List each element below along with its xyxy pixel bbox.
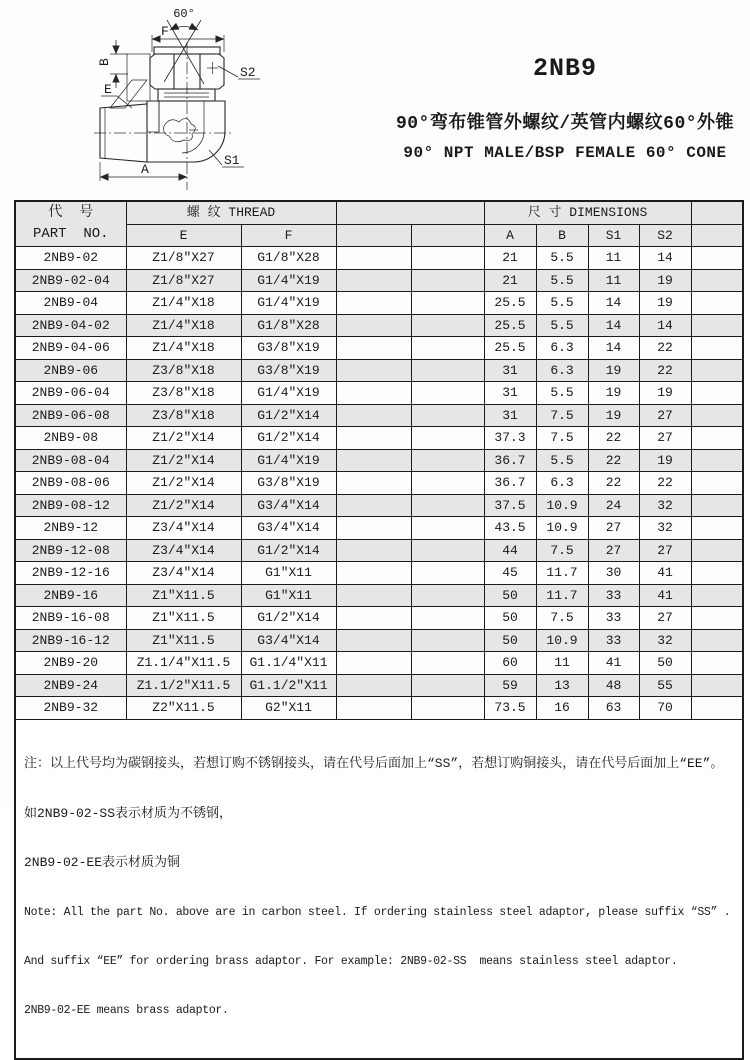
table-row (15, 562, 743, 585)
table-cell: 2NB9-24 (15, 674, 126, 697)
table-cell: 19 (639, 449, 691, 472)
table-cell: Z1/4″X18 (126, 292, 241, 315)
table-cell (411, 314, 484, 337)
table-row (15, 359, 743, 382)
table-cell: 33 (588, 584, 639, 607)
table-cell: 70 (639, 697, 691, 720)
dim-label-s2: S2 (240, 65, 256, 80)
table-cell (411, 269, 484, 292)
table-cell: 25.5 (484, 314, 536, 337)
table-cell (336, 292, 411, 315)
inner-bend-arc (182, 131, 204, 153)
dim-label-b: B (97, 58, 112, 66)
table-cell: 14 (639, 247, 691, 270)
table-cell: 36.7 (484, 449, 536, 472)
table-cell: G1/2″X14 (241, 539, 336, 562)
table-cell: Z1.1/4″X11.5 (126, 652, 241, 675)
table-cell: 22 (588, 427, 639, 450)
dim-label-s1: S1 (224, 153, 240, 168)
table-cell (691, 292, 743, 315)
table-cell (411, 517, 484, 540)
table-cell (691, 247, 743, 270)
page-title: 2NB9 (532, 54, 597, 83)
table-cell: 2NB9-02-04 (15, 269, 126, 292)
table-cell: 2NB9-12-16 (15, 562, 126, 585)
table-cell (691, 494, 743, 517)
table-cell: Z1/2″X14 (126, 449, 241, 472)
table-cell: G1″X11 (241, 584, 336, 607)
table-cell: 25.5 (484, 292, 536, 315)
table-header (15, 201, 743, 247)
table-cell (336, 494, 411, 517)
table-cell: Z3/4″X14 (126, 539, 241, 562)
table-row (15, 449, 743, 472)
table-cell: 27 (639, 607, 691, 630)
table-cell (691, 404, 743, 427)
table-cell: 10.9 (536, 629, 588, 652)
table-cell: 14 (588, 337, 639, 360)
table-cell (336, 337, 411, 360)
table-cell (411, 247, 484, 270)
table-cell: 60 (484, 652, 536, 675)
table-cell: 59 (484, 674, 536, 697)
header-blank-right (691, 201, 743, 224)
table-cell: 2NB9-08 (15, 427, 126, 450)
table-cell: G3/4″X14 (241, 517, 336, 540)
table-cell (336, 359, 411, 382)
table-cell (411, 607, 484, 630)
table-cell (411, 674, 484, 697)
table-cell: 27 (639, 404, 691, 427)
table-cell: 2NB9-08-06 (15, 472, 126, 495)
header-blank-cell (336, 224, 411, 247)
table-cell (411, 652, 484, 675)
subtitle-chinese: 90°弯布锥管外螺纹/英管内螺纹60°外锥 (395, 114, 735, 134)
table-cell: 7.5 (536, 539, 588, 562)
table-cell: 2NB9-12-08 (15, 539, 126, 562)
table-row (15, 539, 743, 562)
top-section (0, 0, 750, 200)
table-cell (411, 539, 484, 562)
table-row (15, 247, 743, 270)
table-cell (336, 517, 411, 540)
table-cell: 10.9 (536, 517, 588, 540)
table-cell: 31 (484, 382, 536, 405)
table-cell (411, 472, 484, 495)
table-cell: 7.5 (536, 607, 588, 630)
table-cell: 22 (639, 472, 691, 495)
table-cell (691, 539, 743, 562)
table-cell: Z1/2″X14 (126, 494, 241, 517)
note-line-en-1: Note: All the part No. above are in carbon steel. If ordering stainless steel adaptor, please suffix “SS” . (24, 905, 731, 919)
notes-row (15, 719, 743, 1059)
table-cell: 19 (588, 382, 639, 405)
table-cell (336, 607, 411, 630)
table-cell: 2NB9-12 (15, 517, 126, 540)
table-cell: Z1″X11.5 (126, 584, 241, 607)
table-cell: 6.3 (536, 472, 588, 495)
table-cell: 48 (588, 674, 639, 697)
table-cell: 27 (588, 517, 639, 540)
table-footer (15, 719, 743, 1059)
table-cell: 11 (536, 652, 588, 675)
table-cell: 22 (588, 472, 639, 495)
table-cell: 2NB9-06-08 (15, 404, 126, 427)
table-cell (336, 629, 411, 652)
note-line-cn-2: 如2NB9-02-SS表示材质为不锈钢， (24, 805, 233, 821)
table-cell: 19 (639, 382, 691, 405)
table-cell: 37.5 (484, 494, 536, 517)
table-cell: 14 (588, 314, 639, 337)
table-cell (411, 292, 484, 315)
table-cell: 41 (639, 562, 691, 585)
parts-table-body (15, 247, 743, 720)
table-cell: 27 (639, 427, 691, 450)
table-cell: G1.1/2″X11 (241, 674, 336, 697)
dim-label-a: A (141, 162, 149, 177)
table-cell: G1/2″X14 (241, 607, 336, 630)
table-cell: 11 (588, 269, 639, 292)
table-cell: 2NB9-04-02 (15, 314, 126, 337)
table-cell (411, 562, 484, 585)
header-thread: 螺 纹 THREAD (126, 201, 336, 224)
table-cell (691, 674, 743, 697)
table-cell (411, 494, 484, 517)
table-cell: 44 (484, 539, 536, 562)
table-cell: 5.5 (536, 314, 588, 337)
table-cell: 2NB9-06 (15, 359, 126, 382)
dim-label-e: E (104, 82, 112, 97)
table-cell: 14 (588, 292, 639, 315)
header-part-no-cn: 代 号 (48, 205, 94, 221)
table-cell: G1/8″X28 (241, 247, 336, 270)
table-cell: 2NB9-16-12 (15, 629, 126, 652)
table-cell (336, 584, 411, 607)
table-cell: 5.5 (536, 292, 588, 315)
table-cell: 22 (588, 449, 639, 472)
table-cell (691, 337, 743, 360)
table-cell: 19 (588, 404, 639, 427)
table-cell (336, 539, 411, 562)
table-row (15, 494, 743, 517)
table-cell (691, 607, 743, 630)
table-cell: Z3/8″X18 (126, 359, 241, 382)
header-col-a: A (484, 224, 536, 247)
table-cell: Z1/2″X14 (126, 472, 241, 495)
note-line-en-3: 2NB9-02-EE means brass adaptor. (24, 1003, 229, 1017)
header-blank-middle (336, 201, 484, 224)
table-row (15, 292, 743, 315)
cone-line-left (164, 20, 201, 82)
table-cell: 22 (639, 337, 691, 360)
table-cell: G3/8″X19 (241, 337, 336, 360)
technical-drawing (52, 4, 347, 199)
table-row (15, 697, 743, 720)
table-cell (336, 404, 411, 427)
table-cell: 2NB9-32 (15, 697, 126, 720)
table-cell: Z1/4″X18 (126, 337, 241, 360)
table-cell: Z1″X11.5 (126, 629, 241, 652)
dim-label-f: F (161, 24, 169, 39)
parts-table (14, 200, 744, 1060)
table-cell (336, 472, 411, 495)
table-cell: G1″X11 (241, 562, 336, 585)
table-cell: 11.7 (536, 562, 588, 585)
table-cell: Z3/8″X18 (126, 404, 241, 427)
table-cell: 11.7 (536, 584, 588, 607)
table-cell: 19 (639, 269, 691, 292)
table-cell (691, 269, 743, 292)
table-cell: 31 (484, 404, 536, 427)
table-cell: Z3/4″X14 (126, 517, 241, 540)
table-cell: 6.3 (536, 359, 588, 382)
table-cell: G1/2″X14 (241, 404, 336, 427)
section-wall (147, 101, 159, 132)
table-row (15, 472, 743, 495)
table-cell (336, 269, 411, 292)
note-line-cn-3: 2NB9-02-EE表示材质为铜 (24, 855, 181, 871)
table-cell: 2NB9-16-08 (15, 607, 126, 630)
subtitle-english: 90° NPT MALE/BSP FEMALE 60° CONE (403, 144, 727, 162)
table-cell (691, 517, 743, 540)
table-cell: 55 (639, 674, 691, 697)
table-cell: 27 (588, 539, 639, 562)
table-row (15, 517, 743, 540)
table-cell: G3/8″X19 (241, 359, 336, 382)
table-row (15, 337, 743, 360)
table-cell: 2NB9-20 (15, 652, 126, 675)
table-row (15, 314, 743, 337)
table-cell (691, 449, 743, 472)
table-cell: 63 (588, 697, 639, 720)
table-cell (336, 697, 411, 720)
table-cell: Z3/4″X14 (126, 562, 241, 585)
table-cell: 5.5 (536, 269, 588, 292)
table-cell: G3/4″X14 (241, 494, 336, 517)
section-band (110, 80, 147, 108)
table-cell: G1/2″X14 (241, 427, 336, 450)
table-cell: G1/4″X19 (241, 449, 336, 472)
table-cell (336, 314, 411, 337)
table-cell (411, 404, 484, 427)
table-cell: Z1/8″X27 (126, 269, 241, 292)
table-row (15, 607, 743, 630)
table-cell: 2NB9-08-04 (15, 449, 126, 472)
table-cell: 2NB9-16 (15, 584, 126, 607)
table-cell: G2″X11 (241, 697, 336, 720)
table-cell: G1.1/4″X11 (241, 652, 336, 675)
table-cell (691, 382, 743, 405)
table-cell (691, 359, 743, 382)
table-row (15, 382, 743, 405)
header-part-no (15, 201, 126, 247)
table-cell: Z1″X11.5 (126, 607, 241, 630)
table-cell: 7.5 (536, 427, 588, 450)
table-cell (691, 652, 743, 675)
header-col-b: B (536, 224, 588, 247)
table-cell (411, 584, 484, 607)
table-cell: Z1/4″X18 (126, 314, 241, 337)
table-cell: 50 (639, 652, 691, 675)
header-col-s1: S1 (588, 224, 639, 247)
table-cell (691, 314, 743, 337)
table-cell: 5.5 (536, 382, 588, 405)
table-cell: 37.3 (484, 427, 536, 450)
table-cell: 2NB9-02 (15, 247, 126, 270)
table-cell: 7.5 (536, 404, 588, 427)
header-part-no-en: PART NO. (32, 226, 109, 242)
table-cell (336, 652, 411, 675)
table-cell (691, 472, 743, 495)
table-cell: G3/8″X19 (241, 472, 336, 495)
table-cell: 24 (588, 494, 639, 517)
table-header-row-1 (15, 201, 743, 224)
table-cell (691, 629, 743, 652)
table-cell (336, 674, 411, 697)
header-blank-cell (691, 224, 743, 247)
table-cell (411, 427, 484, 450)
table-cell: Z1/2″X14 (126, 427, 241, 450)
note-line-cn-1: 注：以上代号均为碳钢接头，若想订购不锈钢接头，请在代号后面加上“SS”，若想订购铜接头，请在代号后面加上“EE”。 (24, 756, 724, 772)
table-cell (411, 629, 484, 652)
table-cell: G1/8″X28 (241, 314, 336, 337)
table-cell: G3/4″X14 (241, 629, 336, 652)
table-cell: G1/4″X19 (241, 269, 336, 292)
cone-section (127, 54, 150, 101)
table-cell: 10.9 (536, 494, 588, 517)
table-cell: 33 (588, 607, 639, 630)
table-cell: 41 (588, 652, 639, 675)
table-cell (336, 382, 411, 405)
table-cell: 5.5 (536, 247, 588, 270)
table-cell (336, 562, 411, 585)
table-cell: 19 (639, 292, 691, 315)
table-cell: 33 (588, 629, 639, 652)
table-row (15, 652, 743, 675)
cone-line-right (167, 20, 204, 84)
table-cell: 21 (484, 247, 536, 270)
table-row (15, 674, 743, 697)
table-cell: 45 (484, 562, 536, 585)
table-cell: 2NB9-06-04 (15, 382, 126, 405)
header-col-e: E (126, 224, 241, 247)
table-cell: 2NB9-04 (15, 292, 126, 315)
notes-block (15, 719, 743, 1059)
table-cell: 50 (484, 607, 536, 630)
dim-label-angle: 60° (173, 7, 195, 21)
table-cell: 14 (639, 314, 691, 337)
table-cell: 36.7 (484, 472, 536, 495)
table-cell (691, 427, 743, 450)
table-cell: 21 (484, 269, 536, 292)
table-cell (691, 562, 743, 585)
note-line-en-2: And suffix “EE” for ordering brass adaptor. For example: 2NB9-02-SS means stainless steel adaptor. (24, 954, 678, 968)
header-col-s2: S2 (639, 224, 691, 247)
table-cell: 27 (639, 539, 691, 562)
table-cell (411, 697, 484, 720)
table-cell: 5.5 (536, 449, 588, 472)
table-cell: 11 (588, 247, 639, 270)
table-cell: Z1.1/2″X11.5 (126, 674, 241, 697)
fitting-drawing-svg (52, 4, 347, 199)
table-cell: 50 (484, 584, 536, 607)
table-cell: 2NB9-04-06 (15, 337, 126, 360)
table-cell: 32 (639, 494, 691, 517)
table-cell (691, 584, 743, 607)
table-cell: Z2″X11.5 (126, 697, 241, 720)
table-cell: 2NB9-08-12 (15, 494, 126, 517)
table-cell: G1/4″X19 (241, 382, 336, 405)
table-cell (411, 449, 484, 472)
table-cell: 25.5 (484, 337, 536, 360)
table-cell (411, 359, 484, 382)
table-cell: 6.3 (536, 337, 588, 360)
table-cell (691, 697, 743, 720)
table-cell: G1/4″X19 (241, 292, 336, 315)
table-row (15, 269, 743, 292)
table-cell: 43.5 (484, 517, 536, 540)
table-cell: 41 (639, 584, 691, 607)
table-cell: 22 (639, 359, 691, 382)
table-cell: 16 (536, 697, 588, 720)
table-cell: 19 (588, 359, 639, 382)
header-blank-cell (411, 224, 484, 247)
table-row (15, 404, 743, 427)
table-cell (336, 247, 411, 270)
table-cell: Z3/8″X18 (126, 382, 241, 405)
table-row (15, 584, 743, 607)
header-col-f: F (241, 224, 336, 247)
table-row (15, 629, 743, 652)
table-row (15, 427, 743, 450)
table-cell: 50 (484, 629, 536, 652)
collar (158, 89, 215, 101)
table-cell (336, 427, 411, 450)
table-cell: 13 (536, 674, 588, 697)
table-cell: Z1/8″X27 (126, 247, 241, 270)
table-cell (411, 382, 484, 405)
table-cell: 31 (484, 359, 536, 382)
table-cell: 30 (588, 562, 639, 585)
header-dimensions: 尺 寸 DIMENSIONS (484, 201, 691, 224)
table-cell: 32 (639, 517, 691, 540)
table-cell: 73.5 (484, 697, 536, 720)
table-cell: 32 (639, 629, 691, 652)
table-cell (411, 337, 484, 360)
table-cell (336, 449, 411, 472)
title-block (380, 56, 750, 162)
